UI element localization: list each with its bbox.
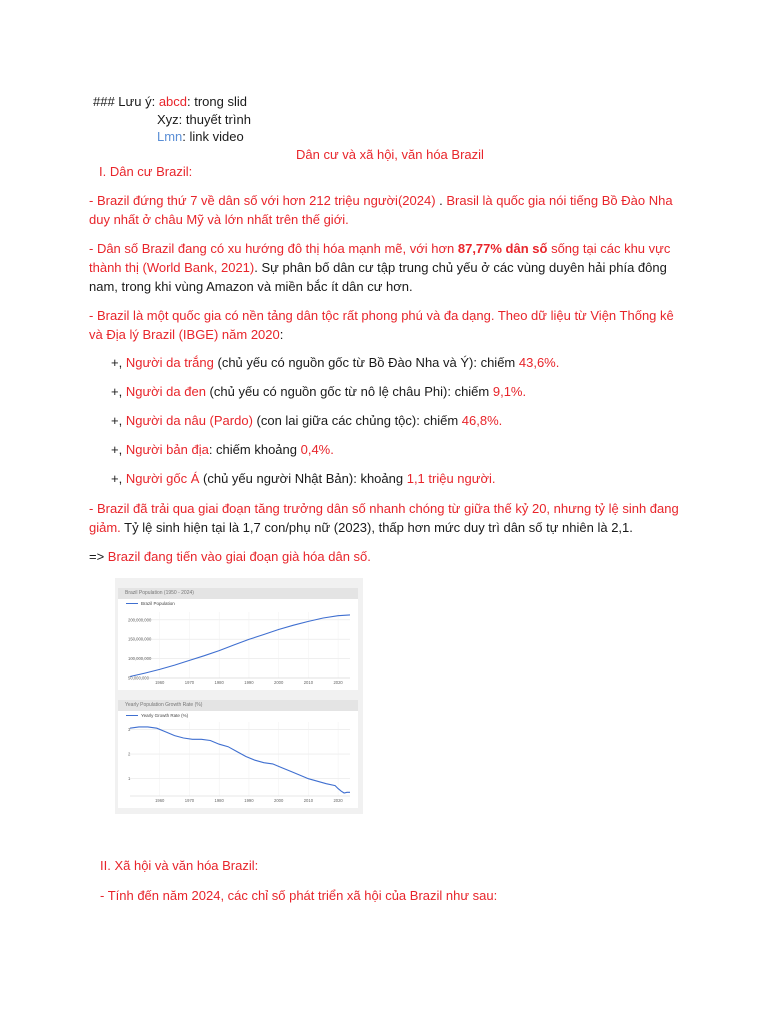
ethnic-value: 46,8%. [461,413,503,428]
y-tick-label: 50,000,000 [128,675,149,681]
population-legend-label: Brazil Population [141,601,175,606]
ethnic-item-pardo [111,411,502,430]
population-charts-image [115,578,363,814]
y-tick-label: 2 [128,751,131,757]
section-2-heading: II. Xã hội và văn hóa Brazil: [100,858,259,873]
ethnic-item-white [111,353,559,372]
urbanization-text: - Dân số Brazil đang có xu hướng đô thị hóa mạnh mẽ, với hơn [89,241,458,256]
y-tick-label: 150,000,000 [128,636,152,642]
ethnic-name: Người gốc Á [125,471,200,486]
list-bullet: +, [111,442,126,457]
ethnic-name: Người da trắng [125,355,214,370]
ethnic-desc: : chiếm khoảng [208,442,301,457]
note-value-lmn: : link video [182,129,244,144]
series-line [130,727,350,793]
y-tick-label: 100,000,000 [128,656,152,662]
x-tick-label: 1960 [155,798,165,803]
x-tick-label: 1980 [214,680,224,685]
ethnic-name: Người da nâu (Pardo) [125,413,253,428]
ethnic-item-black [111,382,526,401]
x-tick-label: 2020 [333,798,343,803]
population-chart-panel [118,588,358,690]
ethnic-desc: (chủ yếu có nguồn gốc từ Bồ Đào Nha và Ý): chiếm [213,355,519,370]
distribution-text: . Sự phân bố dân cư tập trung chủ yếu ở các vùng duyên hải phía đông nam, trong khi vùng Amazon và miền bắc ít dân cư hơn. [89,260,667,294]
note-line-1 [93,93,247,111]
note-line-3 [157,128,244,146]
paragraph-urbanization [89,239,689,296]
x-tick-label: 1970 [184,680,195,685]
ethnicity-colon: : [279,327,284,342]
list-bullet: +, [111,355,126,370]
list-bullet: +, [111,471,126,486]
y-tick-label: 1 [128,776,131,782]
note-line-2: Xyz: thuyết trình [157,112,251,127]
ethnic-value: 43,6%. [518,355,560,370]
ethnic-item-indigenous [111,440,334,459]
x-tick-label: 1970 [184,798,195,803]
growth-chart-title: Yearly Population Growth Rate (%) [118,700,358,711]
x-tick-label: 2020 [333,680,343,685]
x-tick-label: 2000 [273,798,284,803]
x-tick-label: 1990 [244,798,254,803]
list-bullet: +, [111,413,126,428]
note-key-abcd: abcd [158,94,188,109]
section-1-heading: I. Dân cư Brazil: [99,164,193,179]
note-value-abcd: : trong slid [187,94,247,109]
separator-text: . [435,193,447,208]
growth-history-text: - Brazil đã trải qua giai đoạn tăng trưởng dân số nhanh chóng từ giữa thế kỷ 20, nhưng tỷ lệ sinh đang giảm. [89,501,679,535]
ethnic-value: 9,1%. [492,384,527,399]
population-chart-svg [118,588,358,690]
birth-rate-text: Tỷ lệ sinh hiện tại là 1,7 con/phụ nữ (2023), thấp hơn mức duy trì dân số tự nhiên là 2,1. [120,520,633,535]
section-2-paragraph: - Tính đến năm 2024, các chỉ số phát triển xã hội của Brazil như sau: [100,888,498,903]
note-key-lmn: Lmn [157,129,183,144]
paragraph-aging-conclusion [89,547,689,566]
ethnic-name: Người bản địa [125,442,209,457]
ethnic-name: Người da đen [125,384,206,399]
x-tick-label: 2010 [303,680,314,685]
x-tick-label: 2010 [303,798,314,803]
ethnic-value: 0,4%. [300,442,334,457]
ethnicity-intro: - Brazil là một quốc gia có nền tảng dân tộc rất phong phú và đa dạng. Theo dữ liệu từ Viện Thống kê và Địa lý Brazil (IBGE) năm 2020 [89,308,674,342]
growth-legend-label: Yearly Growth Rate (%) [141,713,189,718]
x-tick-label: 1960 [155,680,165,685]
ethnic-item-asian [111,469,496,488]
aging-conclusion-text: Brazil đang tiến vào giai đoạn già hóa dân số. [107,549,371,564]
population-rank-text: - Brazil đứng thứ 7 về dân số với hơn 212 triệu người(2024) [89,193,436,208]
urbanization-source: sống tại các khu vực thành thị (World Bank, 2021) [89,241,671,275]
ethnic-desc: (con lai giữa các chủng tộc): chiếm [252,413,462,428]
list-bullet: +, [111,384,126,399]
x-tick-label: 2000 [273,680,284,685]
x-tick-label: 1980 [214,798,224,803]
series-line [130,615,350,677]
paragraph-population-rank [89,191,689,229]
ethnic-value: 1,1 triệu người. [406,471,496,486]
document-title: Dân cư và xã hội, văn hóa Brazil [296,147,484,162]
y-tick-label: 200,000,000 [128,617,152,623]
population-chart-title: Brazil Population (1950 - 2024) [118,588,358,599]
growth-rate-chart-panel [118,700,358,808]
ethnic-desc: (chủ yếu người Nhật Bản): khoảng [199,471,407,486]
growth-chart-svg [118,700,358,808]
ethnic-desc: (chủ yếu có nguồn gốc từ nô lệ châu Phi): chiếm [205,384,493,399]
note-prefix: ### Lưu ý: [93,94,159,109]
paragraph-ethnicity [89,306,689,344]
paragraph-birth-rate [89,499,689,537]
x-tick-label: 1990 [244,680,254,685]
portuguese-language-text: Brasil là quốc gia nói tiếng Bồ Đào Nha duy nhất ở châu Mỹ và lớn nhất trên thế giới. [89,193,673,227]
y-tick-label: 3 [128,726,131,732]
urbanization-percent: 87,77% dân số [457,241,548,256]
arrow-prefix: => [89,549,108,564]
